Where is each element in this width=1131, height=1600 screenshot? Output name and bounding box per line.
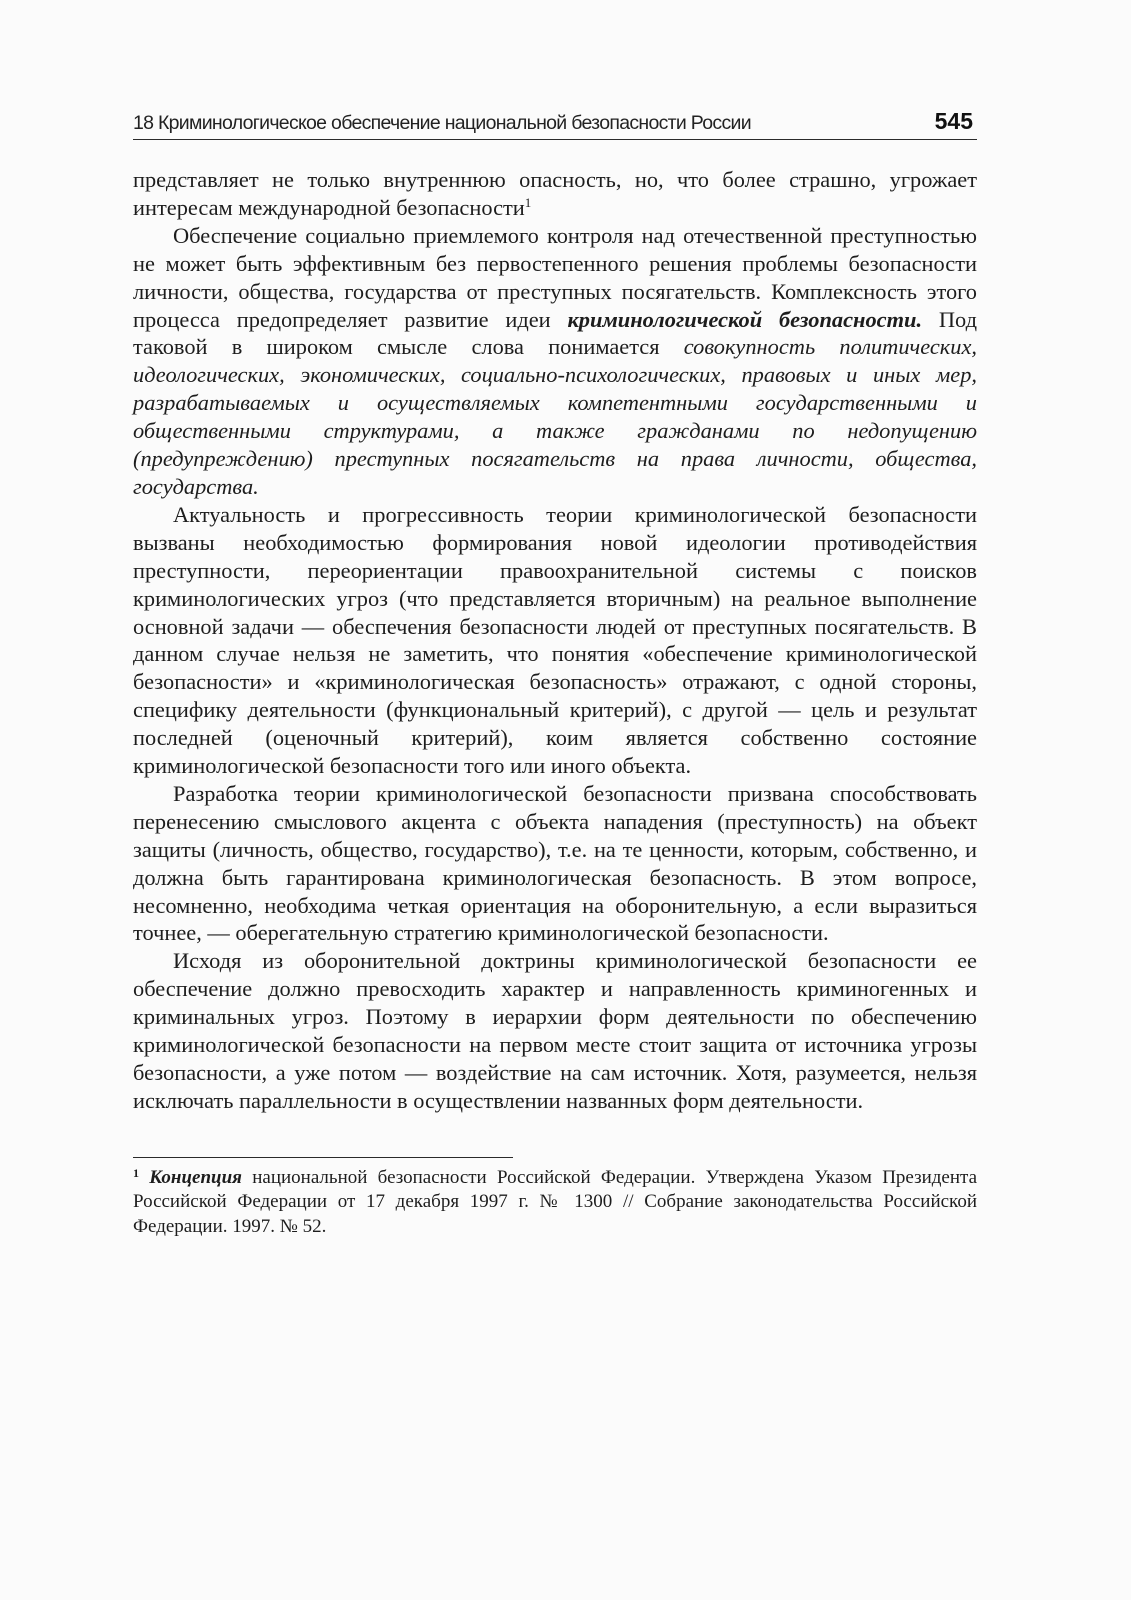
running-title: 18 Криминологическое обеспечение национальной безопасности России (133, 112, 751, 134)
paragraph-1 (133, 166, 977, 222)
paragraph-2-middle: Под таковой в широком смысле слова понимается (133, 306, 977, 360)
defined-term: криминологической безопасности. (567, 306, 923, 332)
body-text (133, 166, 977, 1115)
running-head (133, 100, 977, 140)
footnote-divider (133, 1157, 513, 1158)
paragraph-2-intro: Обеспечение социально приемлемого контроля над отечественной преступностью не может быть эффективным без первостепенного решения проблемы безопасности личности, общества, государства от преступных посягательств. Комплексность этого процесса предопределяет развитие идеи (133, 222, 977, 332)
footnote-text: национальной безопасности Российской Федерации. Утверждена Указом Президента Российской Федерации от 17 декабря 1997 г. № 1300 // Собрание законодательства Российской Федерации. 1997. № 52. (133, 1166, 978, 1237)
footnote (133, 1166, 977, 1240)
footnote-marker: 1 (133, 1165, 139, 1180)
book-page (133, 100, 977, 1239)
footnote-ref: 1 (524, 194, 532, 210)
paragraph-2 (133, 222, 977, 501)
page-number: 545 (934, 108, 973, 134)
footnote-lead: Концепция (149, 1166, 242, 1188)
paragraph-4: Разработка теории криминологической безопасности призвана способствовать перенесению смыслового акцента с объекта нападения (преступность) на объект защиты (личность, общество, государство), т.е. на те ценности, которым, собственно, и должна быть гарантирована криминологическая безопасность. В этом вопросе, несомненно, необходима четкая ориентация на оборонительную, а если выразиться точнее, — оберегательную стратегию криминологической безопасности. (133, 780, 977, 946)
paragraph-1-text: представляет не только внутреннюю опасность, но, что более страшно, угрожает интересам международной безопасности (133, 167, 977, 220)
definition-text: совокупность политических, идеологических, экономических, социально-психологических, правовых и иных мер, разрабатываемых и осуществляемых компетентными государственными и общественными структурами, а также гражданами по недопущению (предупреждению) преступных посягательств на права личности, общества, государства. (133, 334, 977, 499)
paragraph-5: Исходя из оборонительной доктрины криминологической безопасности ее обеспечение должно превосходить характер и направленность криминогенных и криминальных угроз. Поэтому в иерархии форм деятельности по обеспечению криминологической безопасности на первом месте стоит защита от источника угрозы безопасности, а уже потом — воздействие на сам источник. Хотя, разумеется, нельзя исключать параллельности в осуществлении названных форм деятельности. (133, 948, 977, 1113)
paragraph-3: Актуальность и прогрессивность теории криминологической безопасности вызваны необходимостью формирования новой идеологии противодействия преступности, переориентации правоохранительной системы с поисков криминологических угроз (что представляется вторичным) на реальное выполнение основной задачи — обеспечения безопасности людей от преступных посягательств. В данном случае нельзя не заметить, что понятия «обеспечение криминологической безопасности» и «криминологическая безопасность» отражают, с одной стороны, специфику деятельности (функциональный критерий), с другой — цель и результат последней (оценочный критерий), коим является собственно состояние криминологической безопасности того или иного объекта. (133, 501, 977, 779)
